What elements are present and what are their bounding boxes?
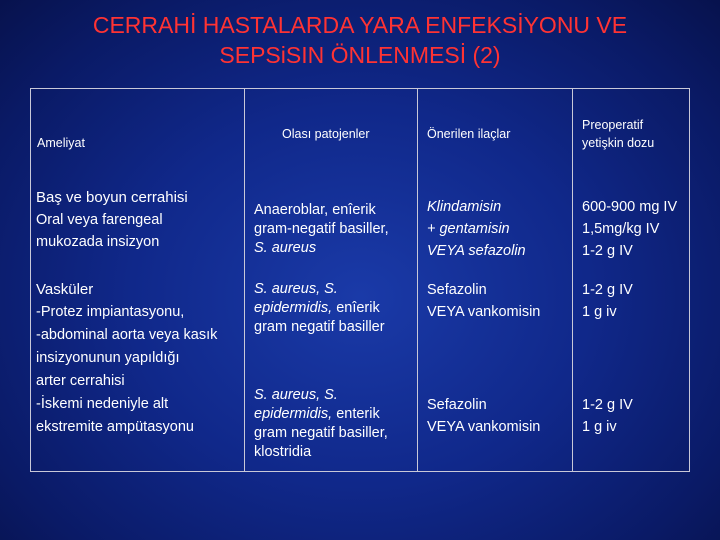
header-dose-line-2: yetişkin dozu (582, 136, 655, 150)
row1-surgery-title: Baş ve boyun cerrahisi (36, 189, 188, 206)
title-line-2: SEPSiSIN ÖNLENMESİ (2) (219, 42, 501, 68)
row2-pathogens-line: epidermidis, enîerik (254, 300, 380, 316)
header-dose-line-1: Preoperatif (582, 118, 644, 132)
row2-pathogens-line: epidermidis, enterik (254, 406, 380, 422)
column-divider (417, 88, 418, 472)
row2-pathogens-line: S. aureus, S. (254, 387, 338, 403)
row1-surgery-line: mukozada insizyon (36, 234, 160, 250)
row2-dose-b (582, 394, 633, 438)
row1-drugs-line: VEYA sefazolin (427, 243, 526, 259)
row2-dose-a (582, 279, 633, 323)
row1-dose (582, 196, 677, 262)
column-divider (244, 88, 245, 472)
row2-surgery-title: Vasküler (36, 281, 94, 298)
header-surgery: Ameliyat (37, 136, 85, 150)
row2-pathogens-line: gram negatif basiller (254, 319, 385, 335)
row2-dose-line: 1 g iv (582, 304, 617, 320)
row1-pathogens-line: S. aureus (254, 240, 317, 256)
row1-pathogens (254, 201, 389, 258)
row1-drugs (427, 196, 526, 262)
row2-drugs-line: Sefazolin (427, 282, 487, 298)
row2-drugs-a (427, 279, 540, 323)
row2-drugs-line: VEYA vankomisin (427, 304, 541, 320)
row2-pathogens-line: S. aureus, S. (254, 281, 338, 297)
row2-surgery-line: ekstremite ampütasyonu (36, 419, 194, 435)
row1-surgery (36, 187, 188, 253)
row2-pathogens-line: gram negatif basiller, (254, 425, 388, 441)
row2-surgery-line: insizyonunun yapıldığı (36, 350, 180, 366)
row1-dose-line: 600-900 mg IV (582, 199, 678, 215)
row1-surgery-line: Oral veya farengeal (36, 212, 163, 228)
row2-surgery-line: -abdominal aorta veya kasık (36, 327, 218, 343)
row2-surgery-line: -İskemi nedeniyle alt (36, 396, 169, 412)
row2-surgery (36, 278, 217, 439)
row2-dose-line: 1-2 g IV (582, 282, 633, 298)
header-drugs: Önerilen ilaçlar (427, 127, 511, 141)
header-pathogens: Olası patojenler (282, 127, 370, 141)
row2-drugs-b (427, 394, 540, 438)
row2-pathogens-line: klostridia (254, 444, 312, 460)
row1-drugs-line: Klindamisin (427, 199, 502, 215)
row1-pathogens-line: Anaeroblar, enîerik (254, 202, 376, 218)
row2-dose-line: 1 g iv (582, 419, 617, 435)
row1-dose-line: 1-2 g IV (582, 243, 633, 259)
row2-surgery-line: arter cerrahisi (36, 373, 125, 389)
row1-dose-line: 1,5mg/kg IV (582, 221, 660, 237)
row1-pathogens-line: gram-negatif basiller, (254, 221, 389, 237)
row2-drugs-line: Sefazolin (427, 397, 487, 413)
column-divider (572, 88, 573, 472)
row2-pathogens-b (254, 386, 388, 462)
title-line-1: CERRAHİ HASTALARDA YARA ENFEKSİYONU VE (92, 12, 628, 38)
row2-drugs-line: VEYA vankomisin (427, 419, 541, 435)
header-dose (582, 116, 654, 152)
row2-pathogens-a (254, 280, 385, 337)
row2-dose-line: 1-2 g IV (582, 397, 633, 413)
row1-drugs-line: + gentamisin (427, 221, 510, 237)
page-title (40, 10, 680, 70)
row2-surgery-line: -Protez impiantasyonu, (36, 304, 185, 320)
